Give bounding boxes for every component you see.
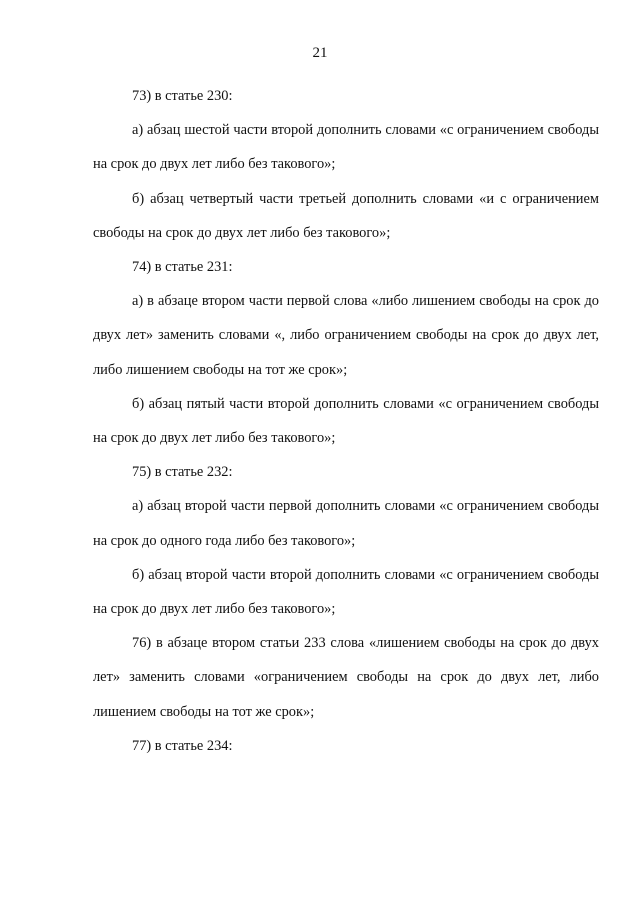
paragraph-sub-a: а) абзац шестой части второй дополнить словами «с ограничением свободы на срок до двух лет либо без такового»; [93,122,599,173]
paragraph-item-73: 73) в статье 230: [132,88,233,104]
paragraph-item-75: 75) в статье 232: [132,464,233,481]
paragraph-sub-b: б) абзац четвертый части третьей дополнить словами «и с ограничением свободы на срок до двух лет либо без такового»; [93,190,599,241]
paragraph-sub-b: б) абзац второй части второй дополнить словами «с ограничением свободы на срок до двух лет либо без такового»; [93,566,599,618]
paragraph-sub-b: б) абзац пятый части второй дополнить словами «с ограничением свободы на срок до двух лет либо без такового»; [93,395,599,447]
paragraph-item-77: 77) в статье 234: [132,737,233,754]
paragraph-item-74: 74) в статье 231: [132,259,233,276]
document-body [93,79,599,763]
page-number: 21 [312,45,328,61]
paragraph-sub-a: а) в абзаце втором части первой слова «либо лишением свободы на срок до двух лет» заменить словами «, либо ограничением свободы на срок до двух лет, либо лишением свободы на тот же срок»; [93,293,599,378]
paragraph-sub-a: а) абзац второй части первой дополнить словами «с ограничением свободы на срок до одного года либо без такового»; [93,498,599,549]
paragraph-item-76: 76) в абзаце втором статьи 233 слова «лишением свободы на срок до двух лет» заменить словами «ограничением свободы на срок до двух лет, либо лишением свободы на тот же срок»; [93,635,599,720]
